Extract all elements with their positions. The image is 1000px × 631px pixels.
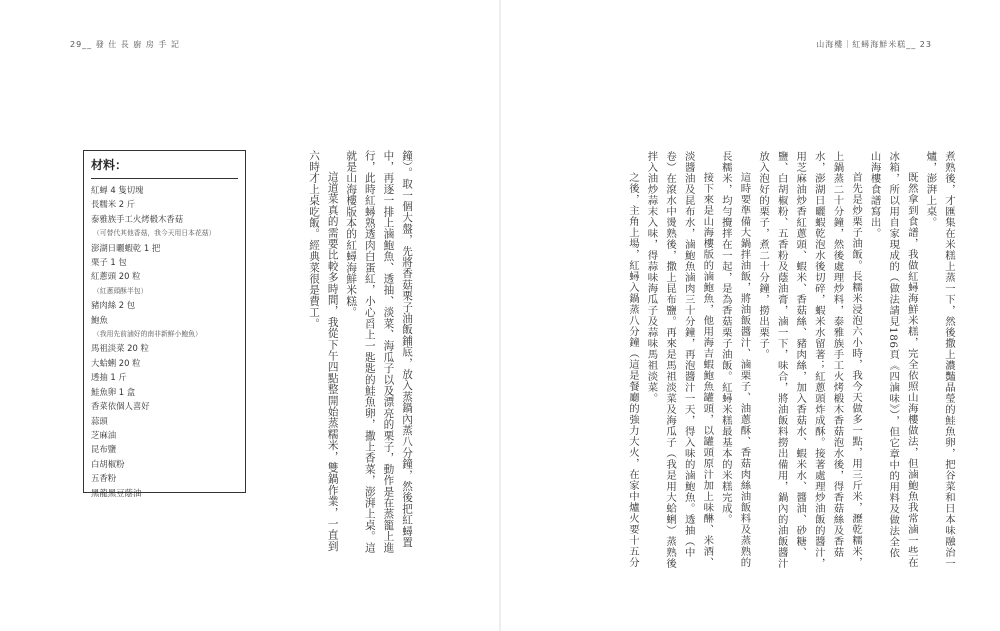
left-page-body bbox=[296, 150, 416, 555]
body-paragraph: 鐘）。取一個大盤，先將香菇栗子油飯鋪底，放入蒸鍋內蒸八分鐘，然後把紅蟳置中，再逐一排上滷鮑魚、透抽、淡菜、海瓜子以及漂亮的栗子，動作是在蒸籠上進行，此時紅蟳熟透肉白蛋紅，小心舀上一匙匙的鮭魚卵，撒上香菜，澎湃上桌。這就是山海樓版本的紅蟳海鮮米糕。 bbox=[345, 150, 413, 554]
ingredient-item: 栗子 1 包 bbox=[91, 257, 127, 268]
ingredient-item: 紅蔥頭 20 粒 bbox=[91, 271, 141, 282]
ingredients-box bbox=[83, 150, 246, 498]
ingredient-item: 香菜依個人喜好 bbox=[91, 401, 150, 412]
ingredient-item: 黑龍黑豆蔭油 bbox=[91, 487, 142, 498]
body-paragraph: 這道菜真的需要比較多時間，我從下午四點整開始蒸糯米，雙鍋作業，一直到六時才上桌吃飯。經典菜很是費工。 bbox=[308, 150, 339, 552]
ingredient-note: （我用先前滷好的南非新鮮小鮑魚） bbox=[93, 330, 202, 339]
body-paragraph: 首先是炒栗子油飯。長糯米浸泡六小時，我今天做多一點，用三斤米，瀝乾糯米，上鍋蒸二十分鐘，然後處理炒料，泰雅族手工火烤椴木香菇泡水後，得香菇絲及香菇水，澎湖日曬蝦乾泡水後切碎，蝦米水留著；紅蔥頭炸成酥。接著處理炒油飯的醬汁，用芝麻油炒香紅蔥頭、蝦米、香菇絲、豬肉絲，加入香菇水、蝦米水、醬油、砂糖、鹽、白胡椒粉、五香粉及蔭油膏，滷一下，味合，將油飯料撈出備用，鍋內的油飯醬汁放入泡好的栗子，煮二十分鐘，撈出栗子。 bbox=[757, 151, 863, 569]
ingredient-item: 鮑魚 bbox=[91, 314, 108, 325]
ingredient-note: （可替代其他香菇，我今天用日本花菇） bbox=[93, 229, 216, 238]
ingredient-note: （紅蔥頭酥半包） bbox=[93, 286, 148, 295]
body-paragraph: 接下來是山海樓版的滷鮑魚，他用海吉蝦鮑魚罐頭，以罐頭原汁加上味醂、米酒、淡醬油及昆布水，滷鮑魚滷肉三十分鐘，再泡醬汁一天，得入味的滷鮑魚。透抽（中卷）在滾水中燙熟後，撒上昆布鹽。再來是馬祖淡菜及海瓜子（我是用大蛤蜊）蒸熟後拌入油炒蒜末入味，得蒜味海瓜子及蒜味馬祖淡菜。 bbox=[645, 151, 714, 569]
ingredient-item: 蒜頭 bbox=[91, 415, 108, 426]
right-page-header: 山海樓｜紅蟳海鮮米糕__ 23 bbox=[816, 40, 932, 49]
ingredient-item: 芝麻油 bbox=[91, 429, 117, 440]
ingredient-item: 紅蟳 4 隻切塊 bbox=[91, 185, 144, 195]
ingredient-item: 豬肉絲 2 包 bbox=[91, 300, 136, 311]
left-page-header: 29__ 發 仕 長 廚 房 手 記 bbox=[70, 40, 180, 49]
ingredients-title: 材料： bbox=[91, 156, 238, 179]
body-paragraph: 煮熟後，才匯集在米糕上蒸一下，然後撒上濃豔晶瑩的鮭魚卵，把谷菜和日本味融治一爐，澎湃上桌。 bbox=[924, 151, 955, 569]
ingredient-item: 昆布鹽 bbox=[91, 444, 117, 455]
ingredient-item: 澎湖日曬蝦乾 1 把 bbox=[91, 242, 161, 253]
ingredient-item: 五香粉 bbox=[91, 473, 117, 484]
body-paragraph: 之後，主角上場，紅蟳入鍋蒸八分鐘（這是餐廳的強力大火，在家中爐火要十五分 bbox=[626, 171, 639, 568]
ingredient-item: 長糯米 2 斤 bbox=[91, 199, 136, 210]
page-gutter bbox=[499, 0, 501, 631]
ingredient-item: 大蛤蜊 20 粒 bbox=[91, 357, 141, 368]
body-paragraph: 既然拿到食譜，我做紅蟳海鮮米糕，完全依照山海樓做法，但滷鮑魚我常滷一些在冰箱，所以用自家現成的（做法請見186頁《四滷味》），但它章中的用料及做法全依山海樓食譜寫出。 bbox=[868, 151, 918, 568]
right-page-body bbox=[576, 151, 958, 569]
ingredient-item: 泰雅族手工火烤椴木香菇 bbox=[91, 213, 184, 224]
ingredient-item: 馬祖淡菜 20 粒 bbox=[91, 343, 149, 354]
body-paragraph: 這時要準備大鍋拌油飯，將油飯醬汁、滷栗子、油蔥酥、香菇肉絲油飯料及蒸熟的長糯米，均勻攪拌在一起，是為香菇栗子油飯。紅蟳米糕最基本的米糕完成。 bbox=[719, 151, 751, 568]
ingredient-item: 白胡椒粉 bbox=[91, 458, 125, 469]
ingredient-item: 透抽 1 斤 bbox=[91, 372, 127, 383]
ingredient-item: 鮭魚卵 1 盒 bbox=[91, 386, 136, 397]
ingredients-list bbox=[91, 183, 238, 500]
